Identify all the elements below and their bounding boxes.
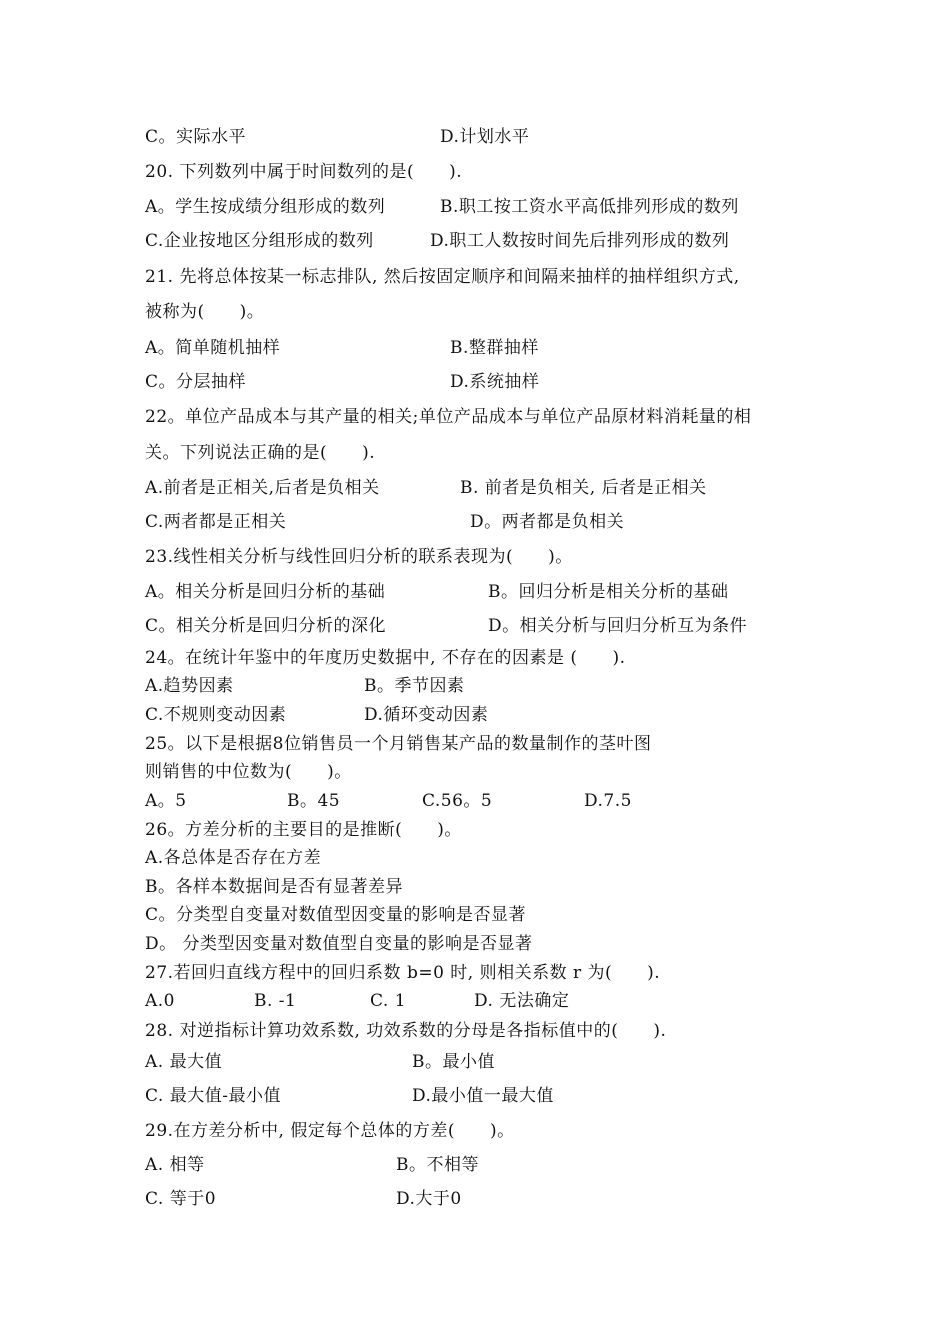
option-22-a: A.前者是正相关,后者是负相关 [145, 478, 380, 498]
option-19-d: D.计划水平 [440, 127, 530, 147]
option-28-a: A. 最大值 [145, 1052, 223, 1072]
question-21-line-2: 被称为( )。 [145, 302, 265, 322]
option-20-d: D.职工人数按时间先后排列形成的数列 [430, 231, 730, 251]
option-27-d: D. 无法确定 [474, 991, 570, 1011]
option-29-a: A. 相等 [145, 1155, 205, 1175]
option-21-d: D.系统抽样 [450, 372, 540, 392]
option-29-b: B。不相等 [396, 1155, 479, 1175]
option-21-a: A。简单随机抽样 [145, 338, 281, 358]
question-23: 23.线性相关分析与线性回归分析的联系表现为( )。 [145, 547, 573, 567]
option-25-b: B。45 [287, 791, 341, 811]
question-27: 27.若回归直线方程中的回归系数 b=0 时, 则相关系数 r 为( ). [145, 963, 661, 983]
option-19-c: C。实际水平 [145, 127, 247, 147]
question-21-line-1: 21. 先将总体按某一标志排队, 然后按固定顺序和间隔来抽样的抽样组织方式, [145, 267, 740, 287]
option-22-b: B. 前者是负相关, 后者是正相关 [460, 478, 707, 498]
option-29-d: D.大于0 [396, 1189, 462, 1209]
option-21-b: B.整群抽样 [450, 338, 539, 358]
option-23-d: D。相关分析与回归分析互为条件 [488, 616, 748, 636]
question-25-line-1: 25。以下是根据8位销售员一个月销售某产品的数量制作的茎叶图 [145, 734, 652, 754]
option-28-c: C. 最大值-最小值 [145, 1086, 281, 1106]
option-28-d: D.最小值一最大值 [412, 1086, 554, 1106]
question-25-line-2: 则销售的中位数为( )。 [145, 762, 352, 782]
option-26-d: D。 分类型因变量对数值型自变量的影响是否显著 [145, 934, 533, 954]
option-25-c: C.56。5 [422, 791, 493, 811]
question-28: 28. 对逆指标计算功效系数, 功效系数的分母是各指标值中的( ). [145, 1021, 667, 1041]
option-27-a: A.0 [145, 991, 175, 1011]
question-22-line-1: 22。单位产品成本与其产量的相关;单位产品成本与单位产品原材料消耗量的相 [145, 407, 752, 427]
question-20: 20. 下列数列中属于时间数列的是( ). [145, 162, 463, 182]
option-24-a: A.趋势因素 [145, 676, 234, 696]
option-27-b: B. -1 [254, 991, 297, 1011]
option-26-c: C。分类型自变量对数值型因变量的影响是否显著 [145, 905, 527, 925]
option-23-b: B。回归分析是相关分析的基础 [488, 582, 729, 602]
option-20-a: A。学生按成绩分组形成的数列 [145, 197, 386, 217]
option-26-a: A.各总体是否存在方差 [145, 848, 322, 868]
option-23-c: C。相关分析是回归分析的深化 [145, 616, 387, 636]
option-24-b: B。季节因素 [364, 676, 465, 696]
option-21-c: C。分层抽样 [145, 372, 247, 392]
option-23-a: A。相关分析是回归分析的基础 [145, 582, 386, 602]
option-22-d: D。两者都是负相关 [470, 512, 625, 532]
question-22-line-2: 关。下列说法正确的是( ). [145, 443, 376, 463]
question-29: 29.在方差分析中, 假定每个总体的方差( )。 [145, 1121, 515, 1141]
option-24-d: D.循环变动因素 [364, 705, 489, 725]
option-20-b: B.职工按工资水平高低排列形成的数列 [440, 197, 739, 217]
option-28-b: B。最小值 [412, 1052, 495, 1072]
option-29-c: C. 等于0 [145, 1189, 217, 1209]
question-24: 24。在统计年鉴中的年度历史数据中, 不存在的因素是 ( ). [145, 648, 626, 668]
option-22-c: C.两者都是正相关 [145, 512, 287, 532]
option-27-c: C. 1 [370, 991, 407, 1011]
question-26: 26。方差分析的主要目的是推断( )。 [145, 820, 462, 840]
option-26-b: B。各样本数据间是否有显著差异 [145, 877, 403, 897]
option-25-d: D.7.5 [584, 791, 632, 811]
option-20-c: C.企业按地区分组形成的数列 [145, 231, 374, 251]
option-24-c: C.不规则变动因素 [145, 705, 287, 725]
option-25-a: A。5 [145, 791, 187, 811]
